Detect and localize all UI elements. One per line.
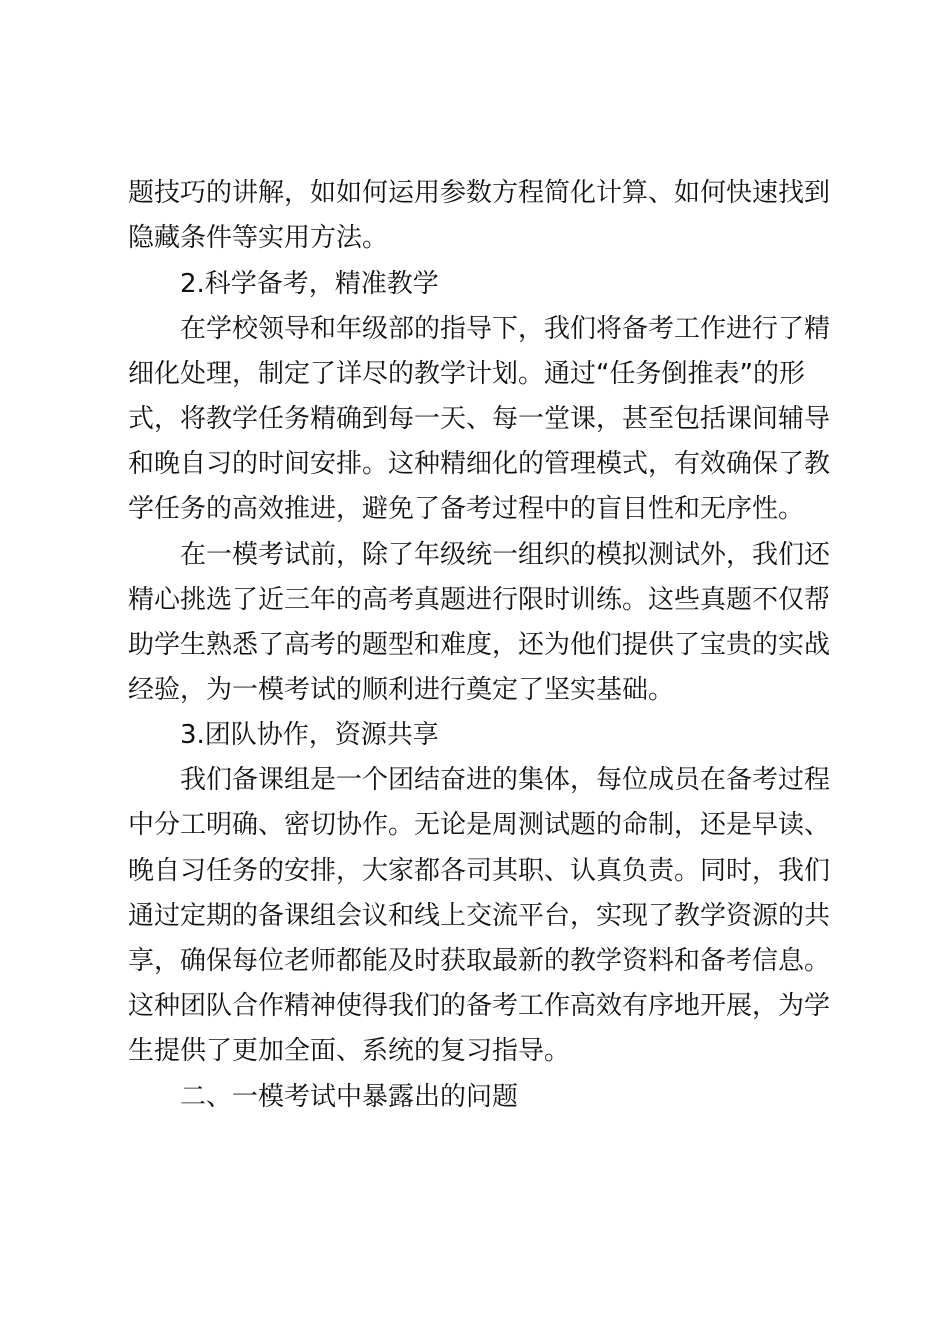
text-line: 在学校领导和年级部的指导下，我们将备考工作进行了精 bbox=[180, 314, 831, 344]
text-line: 助学生熟悉了高考的题型和难度，还为他们提供了宝贵的实战 bbox=[128, 630, 831, 660]
text-line: 精心挑选了近三年的高考真题进行限时训练。这些真题不仅帮 bbox=[128, 585, 831, 615]
text-line: 隐藏条件等实用方法。 bbox=[128, 223, 389, 253]
section-heading: 2.科学备考，精准教学 bbox=[180, 269, 439, 299]
text-line: 经验，为一模考试的顺利进行奠定了坚实基础。 bbox=[128, 675, 675, 705]
text-line: 生提供了更加全面、系统的复习指导。 bbox=[128, 1036, 571, 1066]
text-line: 享，确保每位老师都能及时获取最新的教学资料和备考信息。 bbox=[128, 946, 831, 976]
text-line: 我们备课组是一个团结奋进的集体，每位成员在备考过程 bbox=[180, 765, 831, 795]
text-line: 这种团队合作精神使得我们的备考工作高效有序地开展，为学 bbox=[128, 991, 831, 1021]
text-line: 学任务的高效推进，避免了备考过程中的盲目性和无序性。 bbox=[128, 494, 805, 524]
text-line: 中分工明确、密切协作。无论是周测试题的命制，还是早读、 bbox=[128, 810, 831, 840]
text-line: 和晚自习的时间安排。这种精细化的管理模式，有效确保了教 bbox=[128, 449, 831, 479]
section-heading: 二、一模考试中暴露出的问题 bbox=[180, 1082, 519, 1112]
section-heading: 3.团队协作，资源共享 bbox=[180, 720, 439, 750]
text-line: 题技巧的讲解，如如何运用参数方程简化计算、如何快速找到 bbox=[128, 178, 831, 208]
text-line: 式，将教学任务精确到每一天、每一堂课，甚至包括课间辅导 bbox=[128, 404, 831, 434]
text-line: 通过定期的备课组会议和线上交流平台，实现了教学资源的共 bbox=[128, 901, 831, 931]
text-line: 细化处理，制定了详尽的教学计划。通过“任务倒推表”的形 bbox=[128, 359, 805, 389]
text-line: 在一模考试前，除了年级统一组织的模拟测试外，我们还 bbox=[180, 540, 831, 570]
text-line: 晚自习任务的安排，大家都各司其职、认真负责。同时，我们 bbox=[128, 856, 831, 886]
